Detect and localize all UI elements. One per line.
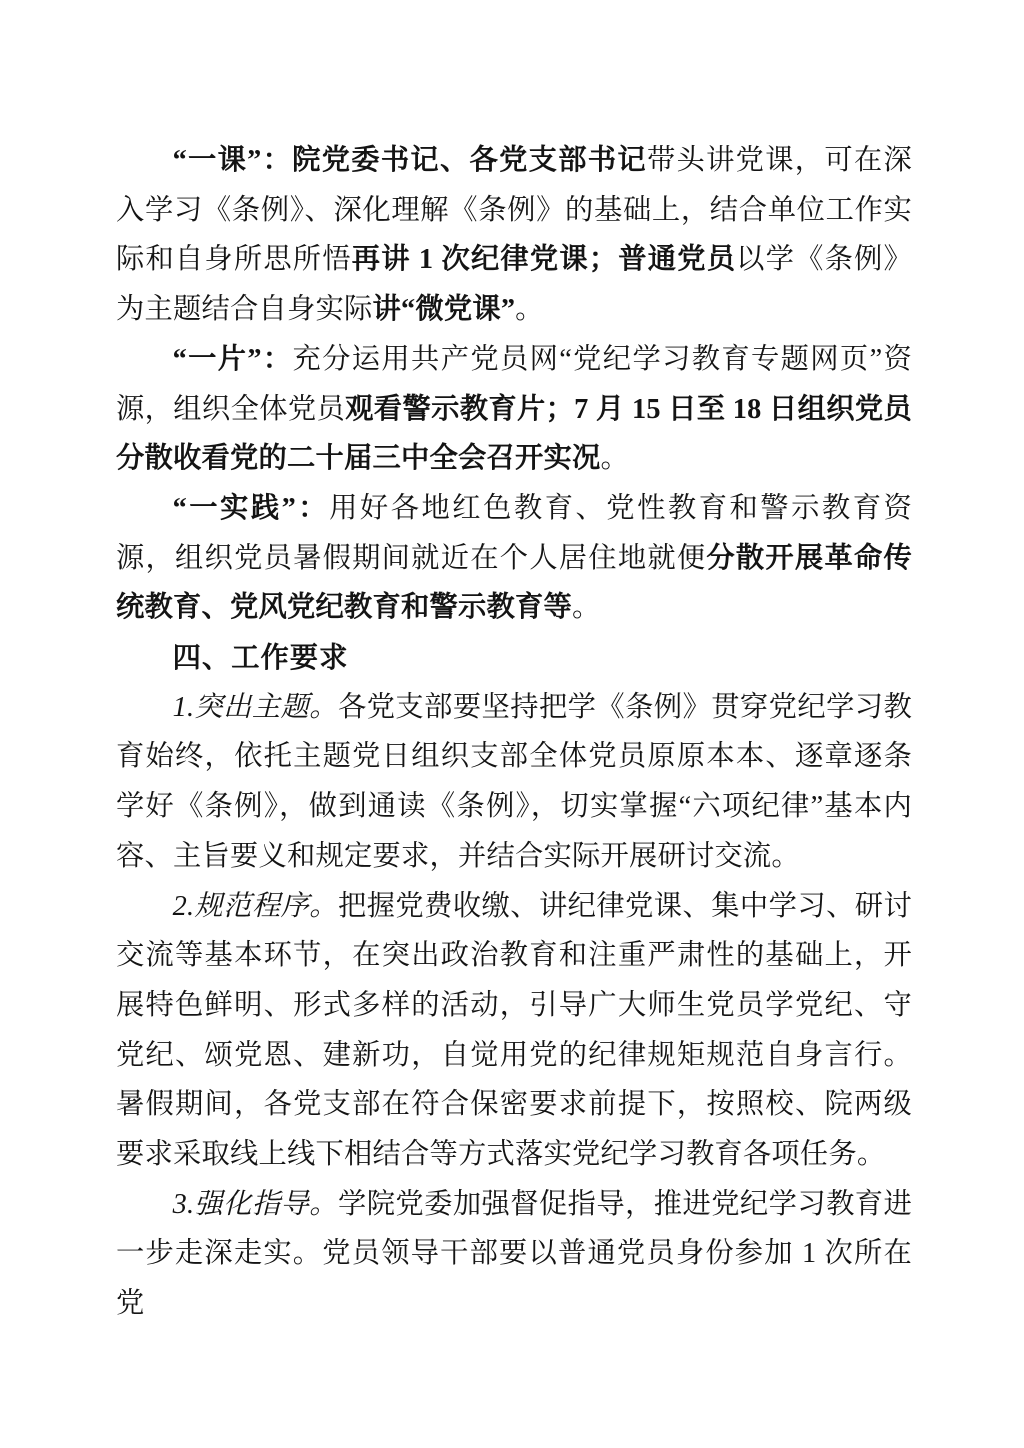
text-run: 。 xyxy=(600,443,629,475)
heading-section-four xyxy=(116,633,912,683)
text-run: “一课”：院党委书记、各党支部书记 xyxy=(172,145,647,176)
para-requirement-1 xyxy=(116,683,912,882)
text-run: “一片”： xyxy=(172,343,293,375)
text-run: 讲“微党课” xyxy=(372,294,516,326)
text-run: “一实践”： xyxy=(172,492,330,524)
text-run: 学院党委加强督促指导，推进党纪学习教育进一步走深走实。党员领导干部要以普通党员身份参加 1 次所在党 xyxy=(116,1188,912,1320)
text-run: 观看警示教育片；7 月 15 日至 18 日组织党员分散收看党的二十届三中全会召开实况 xyxy=(116,393,912,475)
para-requirement-2 xyxy=(116,882,912,1180)
text-run: 用好各地红色教育、党性教育和警示教育资源，组织党员暑假期间就近在个人居住地就便 xyxy=(116,492,913,574)
text-run: 分散开展革命传统教育、党风党纪教育和警示教育等 xyxy=(116,542,912,624)
text-run: 以学《条例》为主题结合自身实际 xyxy=(116,244,912,326)
para-one-film xyxy=(116,335,912,484)
text-run: 再讲 1 次纪律党课；普通党员 xyxy=(351,244,737,276)
text-run: 各党支部要坚持把学《条例》贯穿党纪学习教育始终，依托主题党日组织支部全体党员原原本本、逐章逐条学好《条例》，做到通读《条例》，切实掌握“六项纪律”基本内容、主旨要义和规定要求，并结合实际开展研讨交流。 xyxy=(116,691,912,872)
text-run: 把握党费收缴、讲纪律党课、集中学习、研讨交流等基本环节，在突出政治教育和注重严肃性的基础上，开展特色鲜明、形式多样的活动，引导广大师生党员学党纪、守党纪、颂党恩、建新功，自觉用党的纪律规矩规范自身言行。暑假期间，各党支部在符合保密要求前提下，按照校、院两级要求采取线上线下相结合等方式落实党纪学习教育各项任务。 xyxy=(116,890,912,1171)
text-run: 。 xyxy=(571,592,601,624)
text-run: 1.突出主题。 xyxy=(172,691,338,723)
text-run: 3.强化指导。 xyxy=(172,1188,338,1220)
para-requirement-3 xyxy=(116,1180,912,1329)
text-run: 2.规范程序。 xyxy=(172,890,338,922)
para-one-lesson xyxy=(116,136,912,335)
text-run: 四、工作要求 xyxy=(172,641,349,674)
text-run: 。 xyxy=(515,294,544,326)
text-run: 带头讲党课，可在深入学习《条例》、深化理解《条例》的基础上，结合单位工作实际和自身所思所悟 xyxy=(116,145,912,276)
document-body xyxy=(116,136,912,1329)
text-run: 充分运用共产党员网“党纪学习教育专题网页”资源，组织全体党员 xyxy=(116,343,912,425)
para-one-practice xyxy=(116,484,912,633)
